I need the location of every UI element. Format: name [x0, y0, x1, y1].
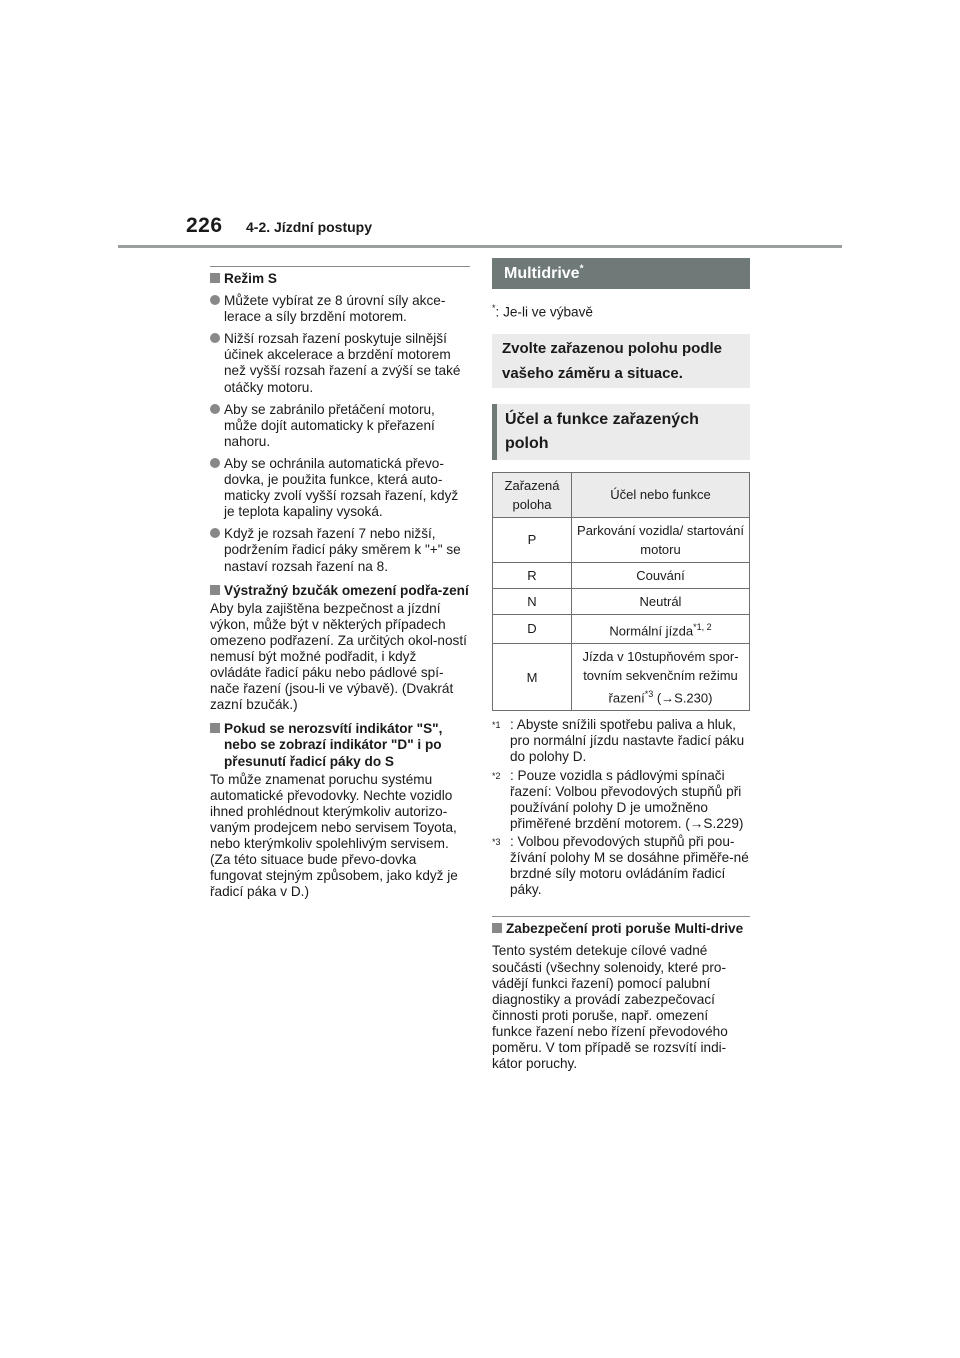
table-row: [493, 562, 750, 588]
cell-function: [572, 614, 750, 643]
cell-position: D: [493, 614, 572, 643]
heading-indikator: Pokud se nerozsvítí indikátor "S", nebo se zobrazí indikátor "D" i po přesunutí řadicí páky do S: [210, 721, 470, 769]
footnote-text: : Abyste snížili spotřebu paliva a hluk, pro normální jízdu nastavte řadicí páku do polohy D.: [510, 717, 745, 765]
footnote: [492, 834, 750, 898]
asterisk-marker: *: [579, 263, 584, 275]
bullet-item: [210, 526, 470, 574]
bullet-dot-icon: [210, 404, 220, 414]
bullet-dot-icon: [210, 528, 220, 538]
footnote-label: [492, 768, 501, 789]
availability-note: [492, 300, 750, 321]
header-cell-function: Účel nebo funkce: [572, 472, 750, 517]
bullet-item: [210, 331, 470, 395]
gear-position-table: [492, 472, 750, 712]
footnote-mark: *1: [492, 720, 501, 731]
footnote-text: : Pouze vozidla s pádlovými spínači řazení: Volbou převodových stupňů při používání polohy D je umožněno přiměřené brzdění motorem. (→S.229): [510, 767, 744, 831]
function-text: Parkování vozidla/ startování motoru: [577, 522, 744, 557]
header-cell-position: Zařazená poloha: [493, 472, 572, 517]
section-divider: [492, 916, 750, 917]
section-divider: [210, 266, 470, 267]
cell-function: [572, 517, 750, 562]
heading-rezim-s: Režim S: [210, 271, 470, 287]
function-text: Couvání: [636, 567, 685, 583]
bullet-text: Když je rozsah řazení 7 nebo nižší, podržením řadicí páky směrem k "+" se nastaví rozsah řazení na 8.: [224, 526, 461, 574]
header-divider: [118, 245, 842, 248]
page-reference: (→S.230): [653, 690, 713, 706]
footnote: [492, 717, 750, 765]
table-header-row: [493, 472, 750, 517]
asterisk-marker: *: [492, 303, 496, 313]
cell-function: [572, 562, 750, 588]
footnote-label: [492, 717, 501, 738]
bullet-item: [210, 293, 470, 325]
bullet-dot-icon: [210, 295, 220, 305]
footnote-ref: *1, 2: [693, 621, 712, 632]
bullet-text: Aby se ochránila automatická převo-dovka, je použita funkce, která auto-maticky zvolí vyšší rozsah řazení, když je teplota kapaliny vysoká.: [224, 455, 459, 520]
footnote-label: [492, 834, 501, 855]
bullet-item: [210, 402, 470, 450]
multidrive-title-bar: [492, 258, 750, 289]
bullet-text: Můžete vybírat ze 8 úrovní síly akce-lerace a síly brzdění motorem.: [224, 293, 446, 325]
bullet-dot-icon: [210, 333, 220, 343]
bullet-text: Nižší rozsah řazení poskytuje silnější účinek akcelerace a brzdění motorem než vyšší rozsah řazení a zvýší se také otáčky motoru.: [224, 331, 461, 395]
page-number: 226: [186, 214, 223, 237]
heading-zabezpeceni: Zabezpečení proti poruše Multi-drive: [492, 921, 750, 937]
cell-position: R: [493, 562, 572, 588]
footnote-mark: *3: [492, 836, 501, 847]
right-column: [492, 258, 750, 1072]
heading-bzucak: Výstražný bzučák omezení podřa-zení: [210, 583, 470, 599]
function-text: Jízda v 10stupňovém spor-tovním sekvenčním režimu řazení: [582, 648, 739, 706]
function-text: Normální jízda: [609, 622, 694, 638]
cell-position: N: [493, 588, 572, 614]
purpose-heading: Účel a funkce zařazených poloh: [492, 404, 750, 460]
multidrive-title: Multidrive: [504, 265, 580, 282]
footnote-ref: *3: [644, 688, 654, 699]
paragraph-zabezpeceni: Tento systém detekuje cílové vadné součásti (všechny solenoidy, které pro-vádějí funkci řazení) pomocí palubní diagnostiky a provádí zabezpečovací činnosti proti poruše, např. omezení funkce řazení nebo řízení převodového poměru. V tom případě se rozsvítí indi-kátor poruchy.: [492, 943, 728, 1072]
availability-text: : Je-li ve výbavě: [495, 304, 593, 320]
paragraph-bzucak: Aby byla zajištěna bezpečnost a jízdní výkon, může být v některých případech omezeno podřazení. Za určitých okol-ností nemusí být možné podřadit, i když ovládáte řadicí páku nebo pádlové spí-nače řazení (jsou-li ve výbavě). (Dvakrát zazní bzučák.): [210, 600, 467, 713]
bullet-text: Aby se zabránilo přetáčení motoru, může dojít automaticky k přeřazení nahoru.: [224, 401, 435, 449]
footnote: [492, 768, 750, 832]
footnotes: [492, 717, 750, 898]
left-column: [210, 266, 470, 900]
cell-position: M: [493, 643, 572, 710]
cell-position: P: [493, 517, 572, 562]
function-text: Neutrál: [639, 593, 682, 609]
paragraph-indikator: To může znamenat poruchu systému automatické převodovky. Nechte vozidlo ihned prohlédnout kterýmkoliv autorizo-vaným prodejcem nebo servisem Toyota, nebo kterýmkoliv spolehlivým servisem. (Za této situace bude převo-dovka fungovat stejným způsobem, jako když je řadicí páka v D.): [210, 771, 458, 900]
cell-function: [572, 588, 750, 614]
footnote-text: : Volbou převodových stupňů při pou-žívání polohy M se dosáhne přiměře-né brzdné síly motoru ovládáním řadicí páky.: [510, 833, 749, 898]
intro-box: Zvolte zařazenou polohu podle vašeho záměru a situace.: [492, 334, 750, 388]
cell-function: [572, 643, 750, 710]
table-row: [493, 614, 750, 643]
table-row: [493, 643, 750, 710]
table-row: [493, 517, 750, 562]
table-row: [493, 588, 750, 614]
bullet-item: [210, 456, 470, 520]
bullet-dot-icon: [210, 458, 220, 468]
section-header: 4-2. Jízdní postupy: [246, 219, 373, 235]
footnote-mark: *2: [492, 770, 501, 781]
